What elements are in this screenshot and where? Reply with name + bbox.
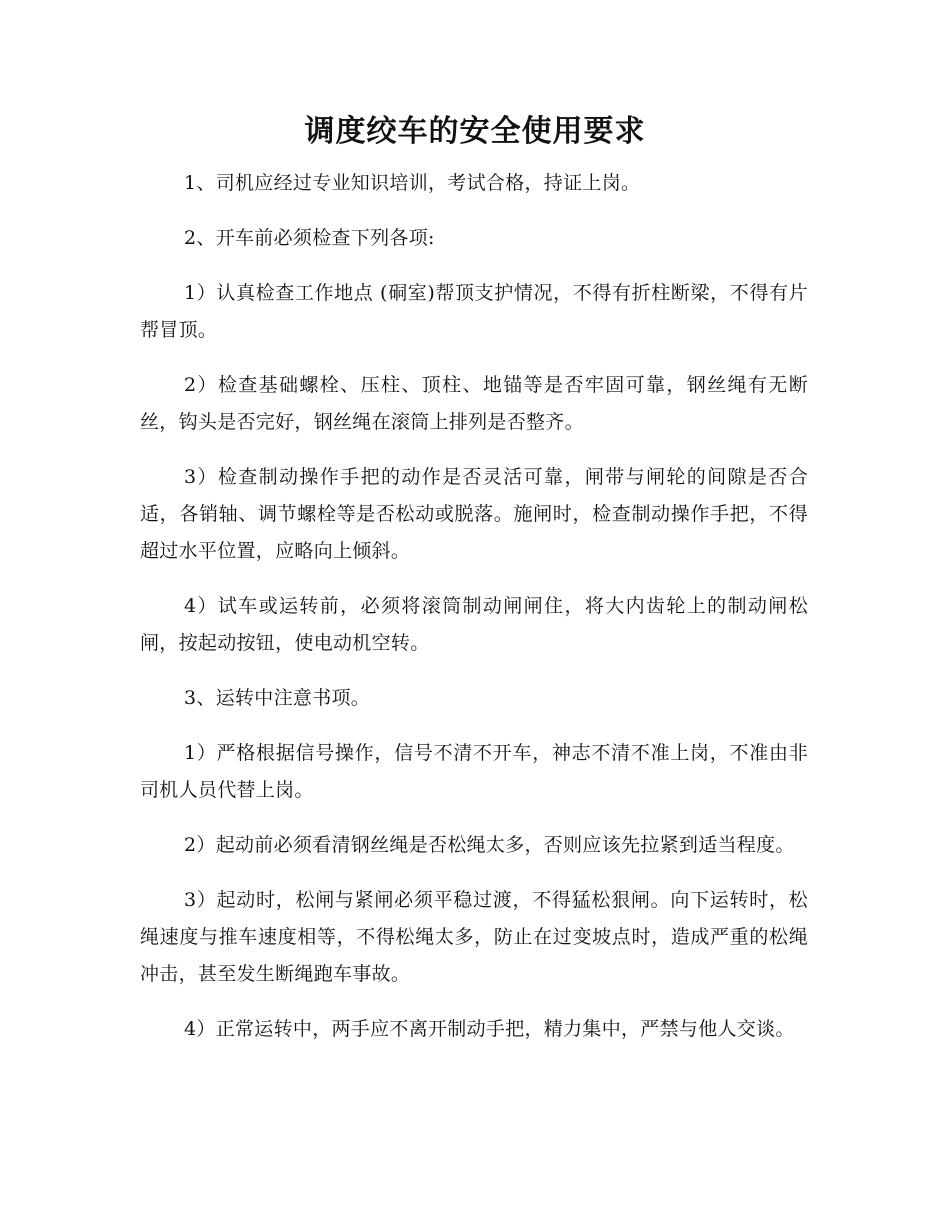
paragraph-10: 3）起动时，松闸与紧闸必须平稳过渡，不得猛松狠闸。向下运转时，松绳速度与推车速度相等，不得松绳太多，防止在过变坡点时，造成严重的松绳冲击，甚至发生断绳跑车事故。	[140, 889, 808, 985]
paragraph-1: 1、司机应经过专业知识培训，考试合格，持证上岗。	[184, 172, 641, 194]
paragraph-7: 3、运转中注意书项。	[184, 687, 371, 709]
document-title: 调度绞车的安全使用要求	[304, 114, 646, 149]
paragraph-4: 2）检查基础螺栓、压柱、顶柱、地锚等是否牢固可靠，钢丝绳有无断丝，钩头是否完好，钢丝绳在滚筒上排列是否整齐。	[140, 374, 808, 433]
paragraph-2: 2、开车前必须检查下列各项:	[184, 227, 435, 249]
paragraph-3: 1）认真检查工作地点 (硐室)帮顶支护情况，不得有折柱断梁，不得有片帮冒顶。	[140, 282, 808, 341]
paragraph-11: 4）正常运转中，两手应不离开制动手把，精力集中，严禁与他人交谈。	[184, 1018, 795, 1040]
paragraph-8: 1）严格根据信号操作，信号不清不开车，神志不清不准上岗，不准由非司机人员代替上岗。	[140, 742, 808, 801]
paragraph-6: 4）试车或运转前，必须将滚筒制动闸闸住，将大内齿轮上的制动闸松闸，按起动按钮，使电动机空转。	[140, 595, 808, 654]
paragraph-9: 2）起动前必须看清钢丝绳是否松绳太多，否则应该先拉紧到适当程度。	[184, 834, 795, 856]
document-body	[140, 165, 808, 1066]
paragraph-5: 3）检查制动操作手把的动作是否灵活可靠，闸带与闸轮的间隙是否合适，各销轴、调节螺栓等是否松动或脱落。施闸时，检查制动操作手把，不得超过水平位置，应略向上倾斜。	[140, 466, 808, 562]
